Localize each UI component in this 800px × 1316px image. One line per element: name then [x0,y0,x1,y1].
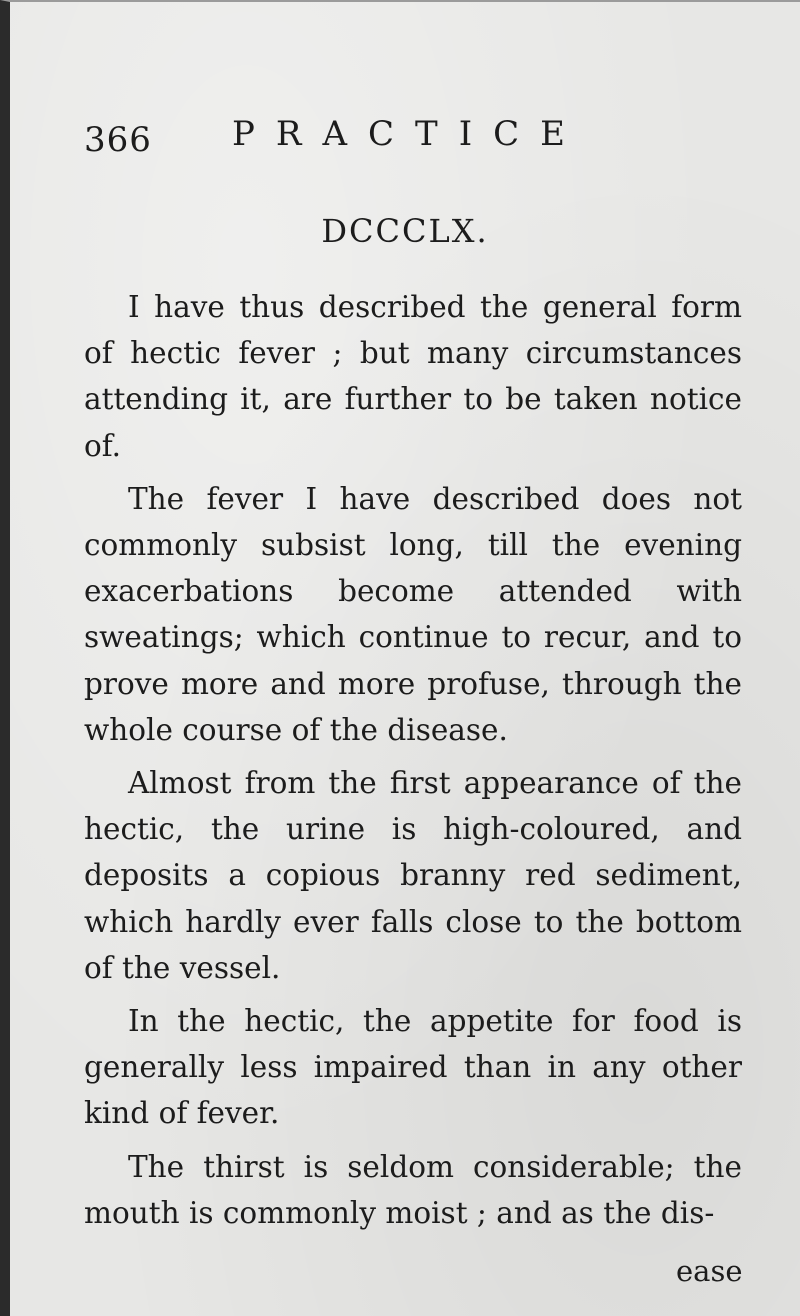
catchword: ease [676,1254,743,1288]
page-number: 366 [84,120,152,160]
paragraph-2: The fever I have described does not commonly subsist long, till the evening exacerbations become attended with sweatings; which continue to recur, and to prove more and more profuse, through the whole course of the disease. [84,481,742,747]
section-number: DCCCLX. [321,212,489,250]
body-text [84,284,742,1243]
running-head [84,114,784,162]
paragraph-3: Almost from the first appearance of the hectic, the urine is high-coloured, and deposits a copious branny red sediment, which hardly ever falls close to the bottom of the vessel. [84,766,742,985]
paragraph-4: In the hectic, the appetite for food is generally less impaired than in any other kind of fever. [84,1004,742,1131]
paragraph-5: The thirst is seldom considerable; the mouth is commonly moist ; and as the dis- [84,1149,742,1230]
running-head-title: PRACTICE [232,114,586,154]
paragraph-1: I have thus described the general form of hectic fever ; but many circumstances attending it, are further to be taken notice of. [84,290,742,463]
